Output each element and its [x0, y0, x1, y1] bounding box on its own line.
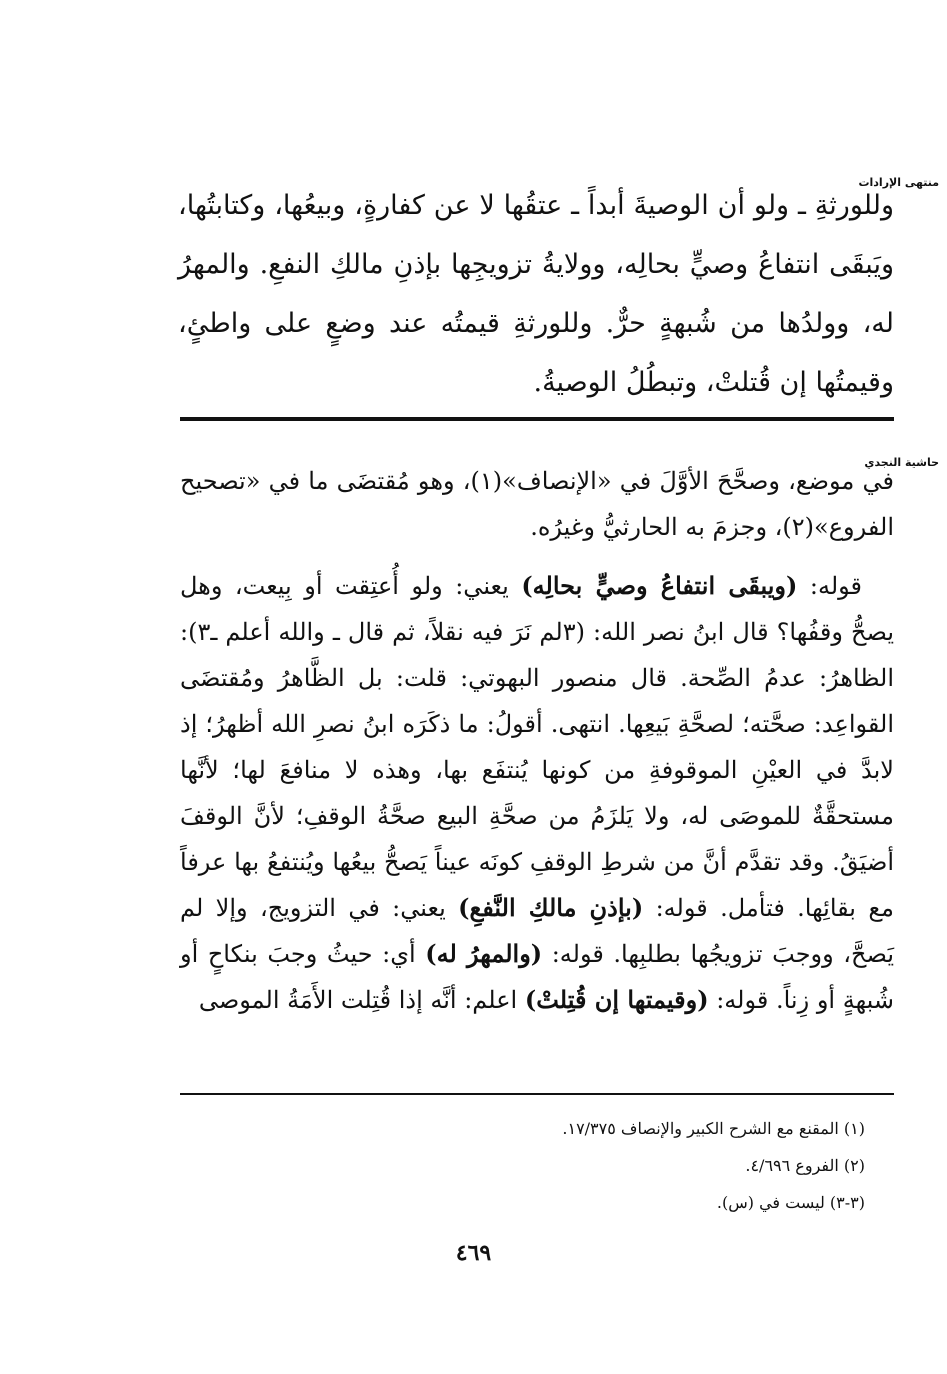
commentary-text: أي: حيثُ وجبَ بنكاحٍ أو شُبهةٍ أو زِناً. قوله:	[180, 940, 894, 1014]
matn-text-block	[178, 176, 894, 412]
commentary-text: يعني: ولو أُعتِقت أو بِيعت، وهل يصحُّ وقفُها؟ قال ابنُ نصر الله: (٣لم نَرَ فيه نقلاً، ثم قال ـ والله أعلم ـ٣): الظاهرُ: عدمُ الصِّحة. قال منصور البهوتي: قلت: بل الظَّاهرُ ومُقتضَى القواعِد: صحَّته؛ لصحَّةِ بَيعِها. انتهى. أقولُ: ما ذكَرَه ابنُ نصرِ الله أظهرُ؛ إذ لابدَّ في العيْنِ الموقوفةِ من كونها يُنتفَع بها، وهذه لا منافعَ لها؛ لأنَّها مستحقَّةٌ للموصَى له، ولا يَلزَمُ من صحَّةِ البيع صحَّةُ الوقفِ؛ لأنَّ الوقفَ أضيَقُ. وقد تقدَّم أنَّ من شرطِ الوقفِ كونَه عيناً يَصحُّ بيعُها ويُنتفعُ بها عرفاً مع بقائِها. فتأمل. قوله:	[180, 572, 895, 922]
commentary-paragraph-2	[180, 563, 894, 1023]
quoted-matn: (والمهرُ له)	[425, 939, 543, 968]
quoted-matn: (ويبقَى انتفاعُ وصيٍّ بحالِه)	[521, 571, 798, 600]
footnote-1: (١) المقنع مع الشرح الكبير والإنصاف ١٧/٣٧٥.	[562, 1119, 865, 1138]
matn-paragraph: وللورثةِ ـ ولو أن الوصيةَ أبداً ـ عتقُها لا عن كفارةٍ، وبيعُها، وكتابتُها، ويَبقَى انتفاعُ وصيٍّ بحالِه، وولايةُ تزويجِها بإذنِ مالكِ النفعِ. والمهرُ له، وولدُها من شُبهةٍ حرٌّ. وللورثةِ قيمتُه عند وضعٍ على واطئٍ، وقيمتُها إن قُتلتْ، وتبطُلُ الوصيةُ.	[178, 190, 894, 398]
quoted-matn: (بإذنِ مالكِ النَّفعِ)	[458, 893, 644, 922]
commentary-text: يعني: في التزويج، وإلا لم يَصحَّ، ووجبَ تزويجُها بطلبِها. قوله:	[180, 894, 895, 968]
commentary-text-block	[180, 458, 894, 1023]
quoted-matn: (وقيمتها إن قُتِلتْ)	[524, 985, 709, 1014]
commentary-text: قوله:	[797, 572, 863, 600]
footnotes	[265, 1110, 865, 1221]
footnote-separator	[180, 1093, 894, 1095]
matn-side-label: منتهى الإرادات	[858, 176, 939, 189]
commentary-paragraph-1: في موضع، وصحَّحَ الأوَّلَ في «الإنصاف»(١)، وهو مُقتضَى ما في «تصحيح الفروع»(٢)، وجزمَ به الحارثيُّ وغيرُه.	[180, 467, 894, 541]
footnote-2: (٢) الفروع ٤/٦٩٦.	[745, 1156, 865, 1175]
section-divider	[180, 417, 894, 421]
sharh-side-label: حاشية النجدي	[864, 456, 939, 469]
commentary-text: اعلم: أنَّه إذا قُتِلت الأَمَةُ الموصى	[198, 986, 525, 1014]
footnote-3: (٣-٣) ليست في (س).	[716, 1193, 865, 1212]
page-number: ٤٦٩	[455, 1240, 492, 1266]
